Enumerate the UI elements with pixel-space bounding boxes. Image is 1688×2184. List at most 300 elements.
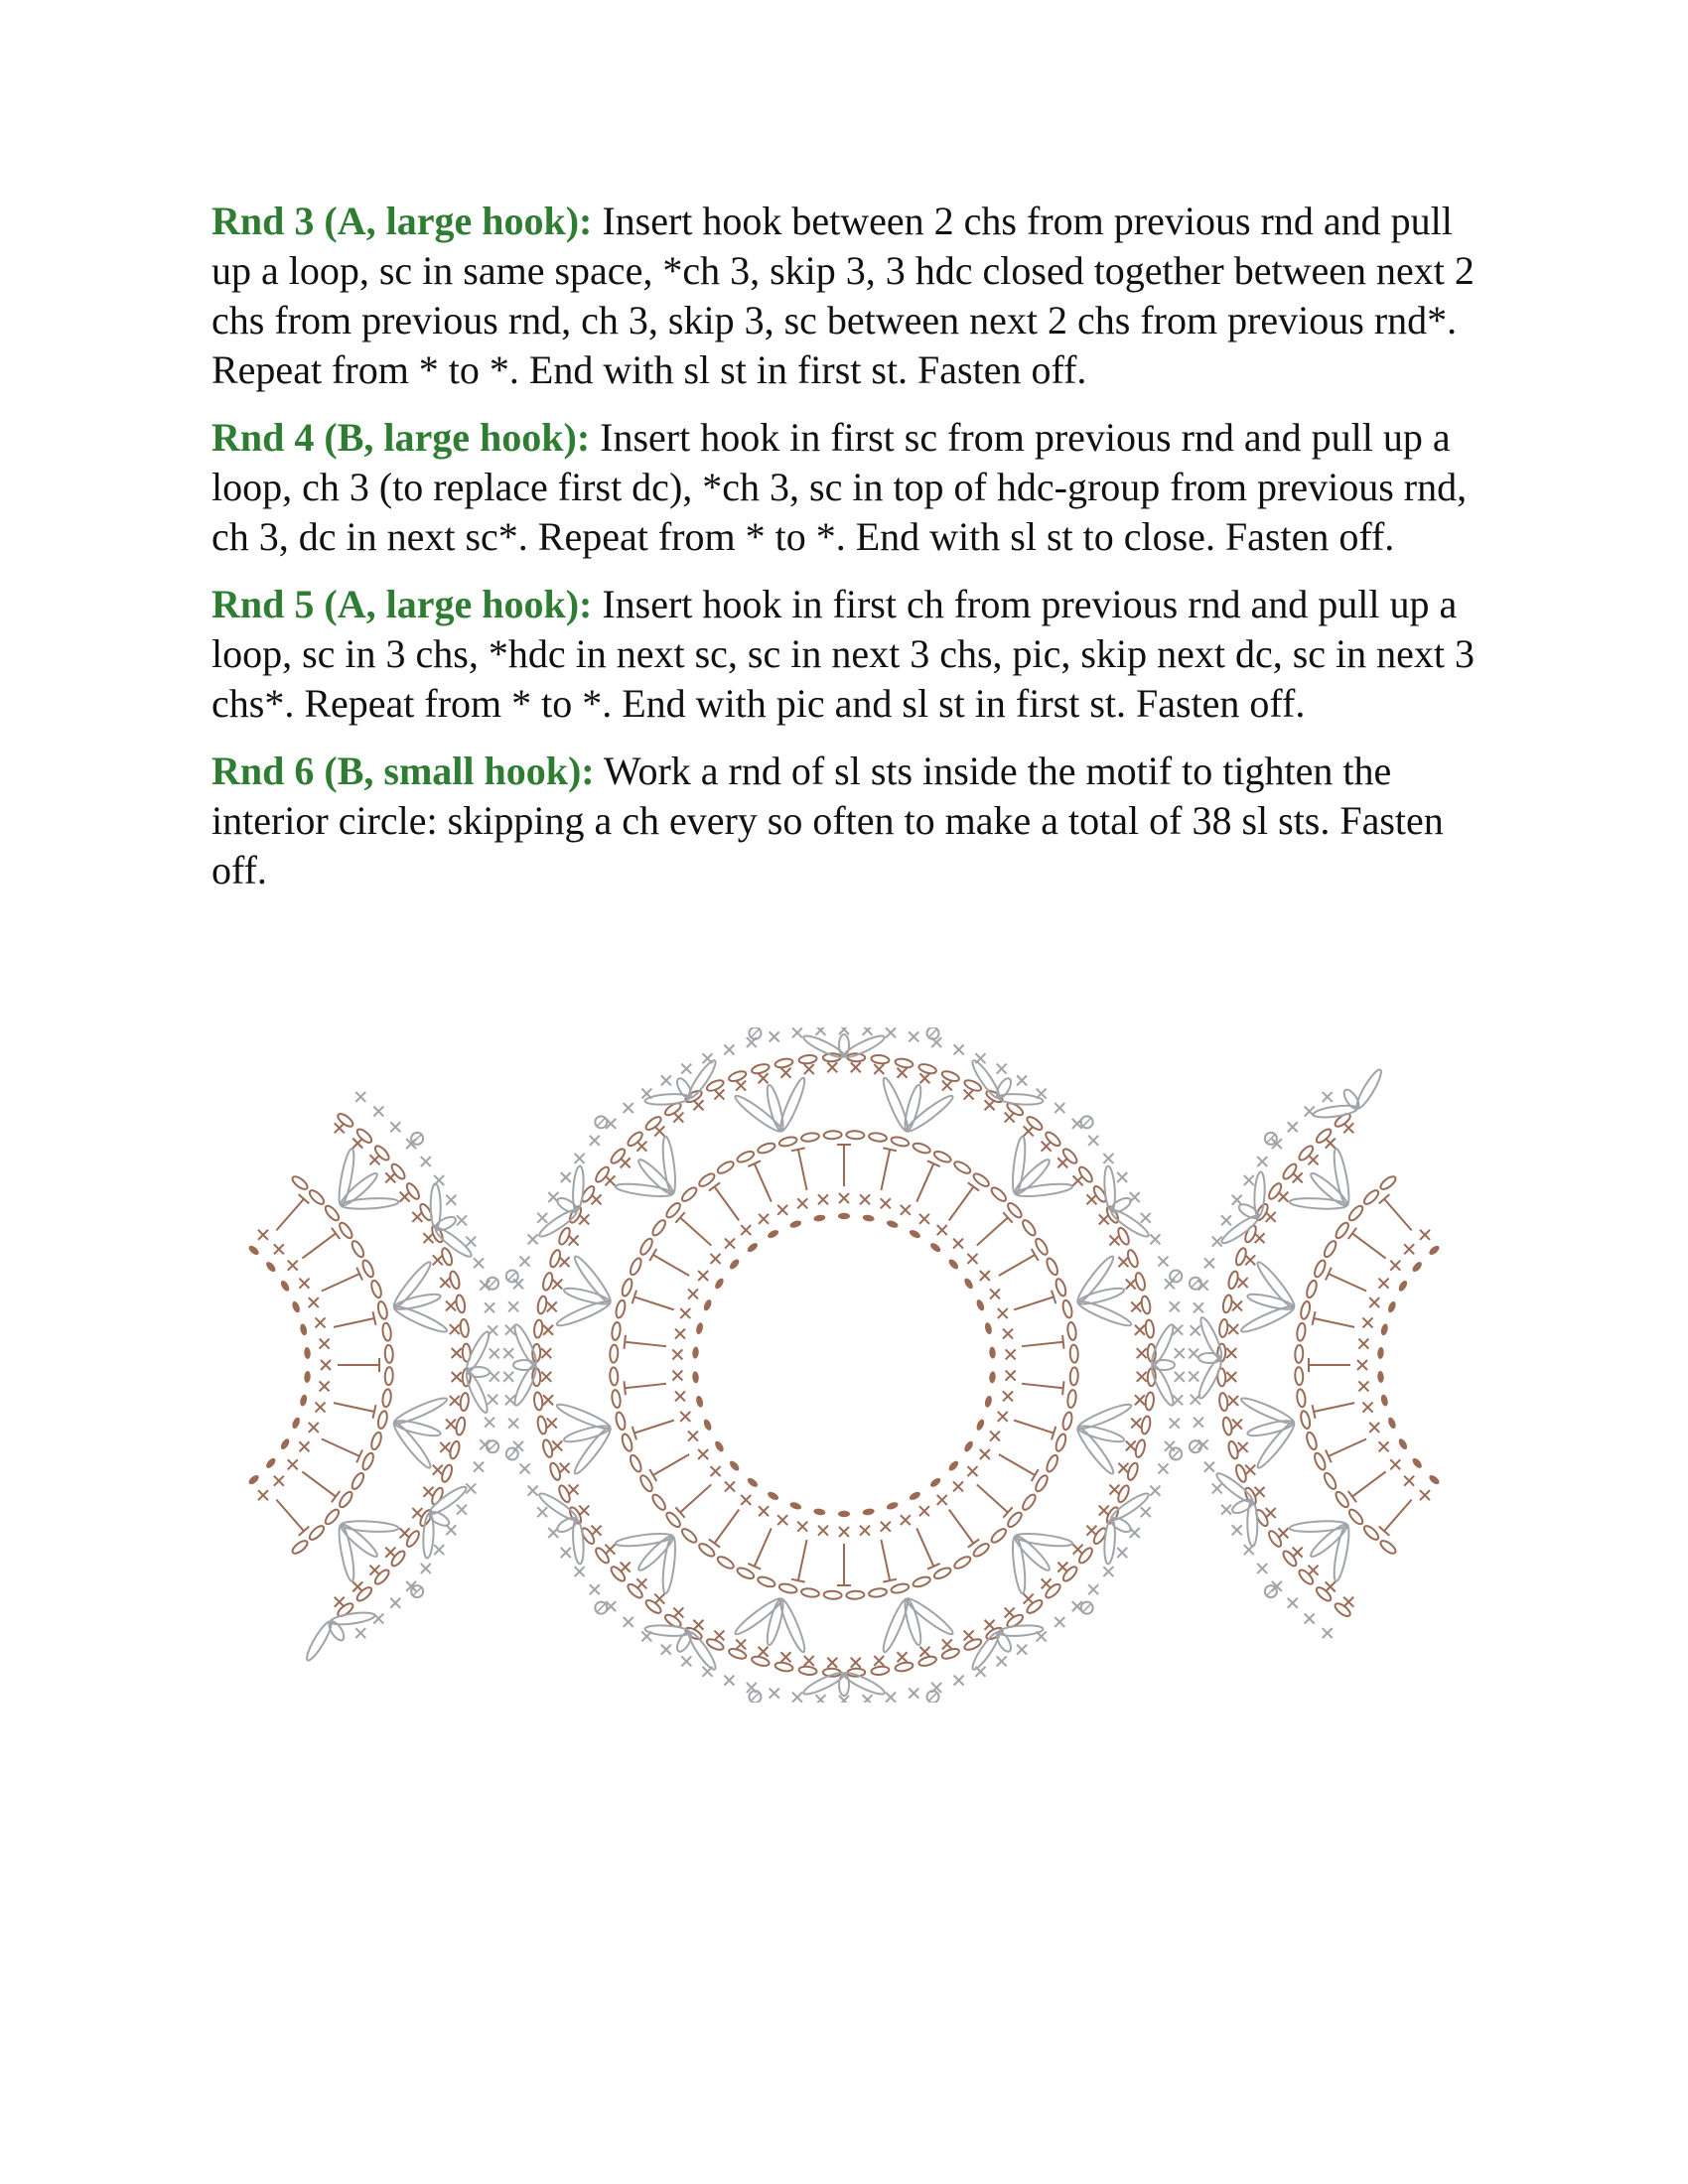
single-crochet bbox=[741, 1225, 751, 1235]
single-crochet bbox=[901, 1205, 911, 1215]
picot-slash bbox=[597, 1118, 605, 1126]
hdc-cluster-petal bbox=[644, 1624, 690, 1637]
single-crochet bbox=[543, 1395, 553, 1405]
single-crochet bbox=[1086, 1194, 1096, 1204]
chain-stitch bbox=[338, 1221, 354, 1240]
double-crochet bbox=[949, 1182, 979, 1220]
single-crochet bbox=[714, 1630, 724, 1640]
chain-stitch bbox=[369, 1432, 382, 1451]
double-crochet bbox=[949, 1510, 979, 1548]
chain-stitch bbox=[952, 1160, 972, 1175]
chain-stitch bbox=[381, 1389, 392, 1408]
single-crochet bbox=[672, 1349, 682, 1359]
slip-stitch bbox=[947, 1258, 960, 1271]
chain-stitch bbox=[1034, 1473, 1050, 1493]
chain-stitch bbox=[1140, 1296, 1151, 1314]
single-crochet bbox=[547, 1419, 557, 1429]
single-crochet bbox=[288, 1459, 298, 1469]
single-crochet bbox=[503, 1372, 513, 1382]
right-half-motif bbox=[1189, 1067, 1441, 1638]
single-crochet bbox=[681, 1656, 691, 1666]
single-crochet bbox=[980, 1449, 990, 1459]
single-crochet bbox=[400, 1528, 410, 1538]
hdc-cluster-petal bbox=[998, 1093, 1044, 1106]
hdc-cluster-petal bbox=[615, 1532, 673, 1549]
slip-stitch bbox=[692, 1371, 699, 1383]
single-crochet bbox=[703, 1667, 713, 1677]
hdc-cluster-petal bbox=[1239, 1302, 1296, 1335]
picot-slash bbox=[929, 1029, 937, 1037]
chain-stitch bbox=[384, 1367, 393, 1385]
single-crochet bbox=[1221, 1215, 1231, 1225]
single-crochet bbox=[1175, 1372, 1185, 1382]
single-crochet bbox=[672, 1371, 682, 1381]
slip-stitch bbox=[1428, 1244, 1441, 1257]
slip-stitch bbox=[728, 1258, 741, 1271]
chain-stitch bbox=[629, 1257, 643, 1277]
single-crochet bbox=[485, 1418, 494, 1428]
single-crochet bbox=[1238, 1278, 1248, 1288]
chain-stitch bbox=[455, 1295, 466, 1313]
slip-stitch bbox=[862, 1214, 875, 1222]
chain-stitch bbox=[360, 1451, 375, 1471]
slip-stitch bbox=[746, 1241, 759, 1253]
slip-stitch bbox=[291, 1300, 302, 1314]
single-crochet bbox=[274, 1244, 284, 1254]
single-crochet bbox=[258, 1490, 268, 1500]
single-crochet bbox=[673, 1113, 683, 1123]
single-crochet bbox=[1369, 1423, 1379, 1433]
single-crochet bbox=[675, 1329, 685, 1339]
single-crochet bbox=[452, 1372, 462, 1382]
single-crochet bbox=[954, 1044, 964, 1054]
double-crochet bbox=[675, 1484, 711, 1517]
picot-slash bbox=[929, 1693, 937, 1701]
slip-stitch bbox=[279, 1437, 291, 1451]
hdc-cluster-petal bbox=[337, 1148, 357, 1206]
chain-stitch bbox=[621, 1433, 634, 1452]
single-crochet bbox=[474, 1462, 484, 1472]
chain-stitch bbox=[290, 1174, 309, 1191]
single-crochet bbox=[352, 1581, 362, 1591]
single-crochet bbox=[1228, 1396, 1238, 1406]
single-crochet bbox=[466, 1483, 476, 1493]
single-crochet bbox=[1379, 1441, 1389, 1451]
double-crochet bbox=[1313, 1311, 1355, 1327]
rnd-5-label: Rnd 5 (A, large hook): bbox=[211, 582, 593, 626]
single-crochet bbox=[547, 1301, 557, 1311]
single-crochet bbox=[541, 1372, 551, 1382]
chain-stitch bbox=[716, 1555, 736, 1570]
chain-stitch bbox=[1295, 1345, 1304, 1363]
picot-slash bbox=[1172, 1272, 1180, 1280]
chain-stitch bbox=[460, 1393, 470, 1412]
single-crochet bbox=[446, 1525, 456, 1535]
single-crochet bbox=[355, 1628, 365, 1638]
single-crochet bbox=[412, 1212, 422, 1222]
chain-stitch bbox=[932, 1150, 952, 1164]
single-crochet bbox=[1158, 1257, 1168, 1267]
single-crochet bbox=[780, 1652, 790, 1662]
double-crochet bbox=[999, 1249, 1039, 1276]
single-crochet bbox=[1003, 1329, 1013, 1339]
single-crochet bbox=[1170, 1419, 1180, 1429]
single-crochet bbox=[1173, 1325, 1183, 1335]
chain-stitch bbox=[800, 1587, 819, 1598]
single-crochet bbox=[759, 1214, 769, 1224]
slip-stitch bbox=[909, 1228, 922, 1239]
double-crochet bbox=[1014, 1291, 1055, 1310]
single-crochet bbox=[505, 1395, 515, 1405]
picot-slash bbox=[1083, 1118, 1091, 1126]
double-crochet bbox=[916, 1160, 939, 1201]
single-crochet bbox=[421, 1564, 431, 1573]
slip-stitch bbox=[304, 1371, 311, 1383]
chain-stitch bbox=[650, 1493, 667, 1512]
slip-stitch bbox=[838, 1511, 850, 1517]
double-crochet bbox=[1022, 1335, 1064, 1349]
single-crochet bbox=[698, 1271, 708, 1281]
single-crochet bbox=[541, 1348, 551, 1358]
single-crochet bbox=[320, 1381, 330, 1391]
chain-stitch bbox=[350, 1239, 365, 1259]
single-crochet bbox=[839, 1527, 849, 1537]
slip-stitch bbox=[299, 1394, 308, 1407]
picot-slash bbox=[751, 1693, 759, 1701]
double-crochet bbox=[675, 1212, 711, 1245]
chain-stitch bbox=[1021, 1218, 1038, 1237]
hdc-cluster-petal bbox=[839, 1674, 849, 1696]
single-crochet bbox=[1257, 1564, 1267, 1573]
single-crochet bbox=[490, 1372, 499, 1382]
instruction-rnd-6 bbox=[211, 747, 1492, 895]
double-crochet bbox=[1326, 1438, 1366, 1462]
chain-stitch bbox=[323, 1204, 341, 1223]
single-crochet bbox=[1293, 1548, 1303, 1558]
single-crochet bbox=[624, 1617, 633, 1627]
single-crochet bbox=[681, 1064, 691, 1074]
single-crochet bbox=[434, 1175, 444, 1185]
single-crochet bbox=[1194, 1302, 1203, 1312]
slip-stitch bbox=[713, 1277, 725, 1291]
single-crochet bbox=[759, 1073, 769, 1083]
single-crochet bbox=[488, 1395, 497, 1405]
single-crochet bbox=[390, 1598, 400, 1608]
chain-stitch bbox=[615, 1299, 627, 1318]
single-crochet bbox=[898, 1652, 908, 1662]
chain-stitch bbox=[536, 1416, 547, 1434]
double-crochet bbox=[1309, 1358, 1350, 1372]
single-crochet bbox=[1118, 1463, 1128, 1473]
slip-stitch bbox=[304, 1347, 311, 1359]
single-crochet bbox=[288, 1261, 298, 1271]
slip-stitch bbox=[975, 1298, 986, 1312]
slip-stitch bbox=[1380, 1394, 1389, 1407]
chain-stitch bbox=[1296, 1389, 1307, 1408]
single-crochet bbox=[1024, 1126, 1034, 1136]
chain-stitch bbox=[989, 1527, 1008, 1545]
single-crochet bbox=[711, 1466, 721, 1476]
single-crochet bbox=[274, 1476, 284, 1486]
picot-slash bbox=[1267, 1587, 1275, 1595]
single-crochet bbox=[688, 1289, 698, 1298]
slip-stitch bbox=[264, 1260, 277, 1273]
picot-slash bbox=[1192, 1280, 1199, 1288]
single-crochet bbox=[703, 1053, 713, 1063]
single-crochet bbox=[1141, 1213, 1151, 1223]
single-crochet bbox=[423, 1233, 433, 1243]
single-crochet bbox=[1135, 1325, 1145, 1335]
single-crochet bbox=[1170, 1301, 1180, 1311]
single-crochet bbox=[818, 1194, 828, 1204]
slip-stitch bbox=[247, 1244, 260, 1257]
single-crochet bbox=[1135, 1395, 1145, 1405]
single-crochet bbox=[680, 1308, 690, 1318]
chain-stitch bbox=[1323, 1471, 1338, 1491]
single-crochet bbox=[975, 1053, 985, 1063]
single-crochet bbox=[1141, 1507, 1151, 1517]
double-crochet bbox=[1348, 1471, 1386, 1502]
double-crochet bbox=[624, 1381, 666, 1395]
hdc-cluster-petal bbox=[1153, 1360, 1175, 1370]
single-crochet bbox=[520, 1463, 530, 1473]
chain-stitch bbox=[774, 1661, 793, 1672]
single-crochet bbox=[698, 1449, 708, 1459]
single-crochet bbox=[1003, 1391, 1013, 1401]
single-crochet bbox=[1131, 1419, 1141, 1429]
single-crochet bbox=[520, 1257, 530, 1267]
rnd-6-text: Work a rnd of sl sts inside the motif to tighten the interior circle: skipping a ch every so often to make a total of 38 sl sts. Fasten off. bbox=[211, 749, 1444, 892]
single-crochet bbox=[804, 1656, 814, 1666]
double-crochet bbox=[881, 1540, 897, 1582]
single-crochet bbox=[661, 1075, 671, 1085]
single-crochet bbox=[503, 1348, 513, 1358]
chain-stitch bbox=[615, 1412, 627, 1431]
single-crochet bbox=[316, 1317, 326, 1327]
chain-stitch bbox=[1323, 1239, 1338, 1259]
single-crochet bbox=[1326, 1581, 1336, 1591]
single-crochet bbox=[780, 1068, 790, 1078]
single-crochet bbox=[998, 1412, 1008, 1422]
single-crochet bbox=[309, 1297, 319, 1307]
chain-stitch bbox=[871, 1666, 890, 1676]
single-crochet bbox=[1088, 1136, 1098, 1146]
chain-stitch bbox=[736, 1566, 756, 1580]
single-crochet bbox=[851, 1062, 861, 1072]
single-crochet bbox=[1238, 1442, 1248, 1452]
chain-stitch bbox=[757, 1575, 776, 1589]
hdc-cluster-petal bbox=[390, 1259, 434, 1310]
single-crochet bbox=[1228, 1324, 1238, 1334]
single-crochet bbox=[919, 1073, 929, 1083]
double-crochet bbox=[624, 1335, 666, 1349]
slip-stitch bbox=[279, 1280, 291, 1294]
single-crochet bbox=[590, 1136, 600, 1146]
single-crochet bbox=[724, 1044, 734, 1054]
single-crochet bbox=[863, 1027, 873, 1035]
chain-stitch bbox=[778, 1136, 797, 1148]
single-crochet bbox=[537, 1213, 547, 1223]
slip-stitch bbox=[1387, 1300, 1398, 1314]
double-crochet bbox=[322, 1268, 362, 1292]
single-crochet bbox=[1103, 1154, 1113, 1163]
chain-stitch bbox=[381, 1322, 392, 1341]
single-crochet bbox=[1245, 1465, 1255, 1475]
single-crochet bbox=[1158, 1463, 1168, 1473]
double-crochet bbox=[633, 1291, 674, 1310]
single-crochet bbox=[537, 1507, 547, 1517]
single-crochet bbox=[552, 1440, 562, 1450]
single-crochet bbox=[528, 1486, 538, 1496]
single-crochet bbox=[488, 1325, 497, 1335]
single-crochet bbox=[1362, 1317, 1372, 1327]
single-crochet bbox=[450, 1396, 460, 1406]
single-crochet bbox=[505, 1325, 515, 1335]
double-crochet bbox=[633, 1421, 674, 1440]
single-crochet bbox=[1073, 1545, 1083, 1555]
single-crochet bbox=[466, 1237, 476, 1247]
slip-stitch bbox=[909, 1490, 922, 1501]
single-crochet bbox=[990, 1289, 1000, 1298]
single-crochet bbox=[446, 1420, 456, 1430]
chain-stitch bbox=[1295, 1367, 1304, 1385]
chain-stitch bbox=[1313, 1451, 1328, 1471]
hdc-cluster-petal bbox=[555, 1401, 612, 1433]
single-crochet bbox=[860, 1526, 870, 1536]
chain-stitch bbox=[1300, 1300, 1312, 1319]
single-crochet bbox=[1042, 1578, 1052, 1588]
chain-stitch bbox=[1069, 1344, 1078, 1362]
single-crochet bbox=[770, 1031, 779, 1041]
single-crochet bbox=[258, 1230, 268, 1240]
slip-stitch bbox=[695, 1395, 704, 1408]
double-crochet bbox=[322, 1438, 362, 1462]
single-crochet bbox=[827, 1658, 837, 1668]
chain-stitch bbox=[308, 1524, 327, 1542]
single-crochet bbox=[543, 1325, 553, 1335]
picot-slash bbox=[1083, 1604, 1091, 1612]
single-crochet bbox=[997, 1064, 1007, 1074]
chain-stitch bbox=[621, 1278, 634, 1297]
single-crochet bbox=[1420, 1490, 1430, 1500]
hdc-cluster-petal bbox=[390, 1420, 434, 1471]
chain-stitch bbox=[823, 1590, 841, 1599]
hdc-cluster-petal bbox=[392, 1395, 449, 1428]
single-crochet bbox=[1232, 1300, 1242, 1310]
chain-stitch bbox=[1218, 1393, 1228, 1412]
single-crochet bbox=[373, 1106, 383, 1116]
single-crochet bbox=[1005, 1113, 1015, 1123]
chain-stitch bbox=[369, 1280, 382, 1299]
hdc-cluster-petal bbox=[392, 1302, 449, 1335]
single-crochet bbox=[592, 1194, 602, 1204]
single-crochet bbox=[1226, 1348, 1236, 1358]
slip-stitch bbox=[767, 1490, 780, 1501]
single-crochet bbox=[990, 1432, 1000, 1441]
chain-stitch bbox=[800, 1132, 819, 1143]
single-crochet bbox=[1358, 1381, 1368, 1391]
single-crochet bbox=[1118, 1257, 1128, 1267]
chain-stitch bbox=[611, 1390, 622, 1409]
single-crochet bbox=[792, 1027, 802, 1037]
single-crochet bbox=[1362, 1403, 1372, 1413]
chain-stitch bbox=[533, 1319, 543, 1338]
chain-stitch bbox=[1045, 1453, 1059, 1473]
single-crochet bbox=[299, 1441, 309, 1451]
single-crochet bbox=[985, 1620, 995, 1630]
crochet-chart-svg bbox=[199, 1027, 1489, 1703]
slip-stitch bbox=[975, 1418, 986, 1432]
single-crochet bbox=[575, 1154, 585, 1163]
chain-stitch bbox=[891, 1582, 910, 1594]
chain-stitch bbox=[680, 1185, 699, 1203]
single-crochet bbox=[736, 1639, 746, 1649]
slip-stitch bbox=[862, 1508, 875, 1516]
double-crochet bbox=[791, 1540, 807, 1582]
chain-stitch bbox=[895, 1661, 914, 1672]
single-crochet bbox=[579, 1214, 589, 1224]
single-crochet bbox=[919, 1647, 929, 1657]
single-crochet bbox=[759, 1647, 769, 1657]
single-crochet bbox=[688, 1432, 698, 1441]
double-crochet bbox=[649, 1454, 689, 1481]
single-crochet bbox=[1232, 1195, 1242, 1205]
chain-stitch bbox=[1378, 1174, 1397, 1191]
chain-stitch bbox=[1061, 1412, 1073, 1431]
chain-stitch bbox=[1061, 1299, 1073, 1318]
single-crochet bbox=[355, 1092, 365, 1102]
single-crochet bbox=[909, 1031, 918, 1041]
hdc-cluster-petal bbox=[1239, 1395, 1296, 1428]
double-crochet bbox=[302, 1228, 340, 1259]
single-crochet bbox=[1057, 1563, 1067, 1572]
double-crochet bbox=[709, 1182, 739, 1220]
single-crochet bbox=[569, 1235, 579, 1245]
single-crochet bbox=[446, 1195, 456, 1205]
chain-stitch bbox=[869, 1132, 888, 1143]
chain-stitch bbox=[1362, 1524, 1381, 1542]
single-crochet bbox=[434, 1545, 444, 1555]
single-crochet bbox=[919, 1214, 929, 1224]
hdc-cluster-petal bbox=[1015, 1181, 1073, 1198]
hdc-cluster-petal bbox=[839, 1034, 849, 1056]
single-crochet bbox=[1150, 1234, 1160, 1244]
picot-slash bbox=[413, 1135, 421, 1143]
single-crochet bbox=[804, 1064, 814, 1074]
slip-stitch bbox=[728, 1459, 741, 1472]
chain-stitch bbox=[1305, 1432, 1318, 1451]
slip-stitch bbox=[1387, 1417, 1398, 1431]
picot-slash bbox=[597, 1604, 605, 1612]
chain-stitch bbox=[1218, 1318, 1228, 1337]
slip-stitch bbox=[1377, 1371, 1384, 1383]
single-crochet bbox=[860, 1194, 870, 1204]
single-crochet bbox=[309, 1423, 319, 1433]
single-crochet bbox=[1390, 1459, 1400, 1469]
single-crochet bbox=[605, 1545, 615, 1555]
chain-stitch bbox=[1055, 1433, 1068, 1452]
chain-stitch bbox=[1362, 1188, 1381, 1206]
single-crochet bbox=[1006, 1349, 1016, 1359]
hdc-cluster-petal bbox=[572, 1165, 585, 1211]
double-crochet bbox=[881, 1148, 897, 1190]
single-crochet bbox=[485, 1302, 494, 1312]
single-crochet bbox=[1042, 1142, 1052, 1152]
single-crochet bbox=[1357, 1360, 1367, 1370]
single-crochet bbox=[457, 1505, 467, 1515]
single-crochet bbox=[569, 1485, 579, 1495]
slip-stitch bbox=[767, 1228, 780, 1239]
